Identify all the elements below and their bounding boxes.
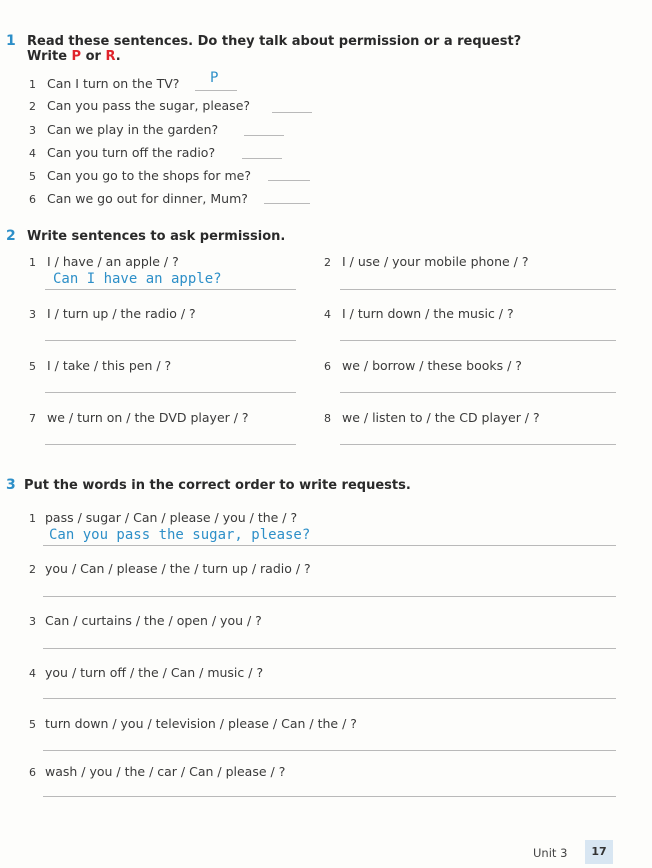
list-item-text: I / take / this pen / ? xyxy=(47,358,172,373)
list-item-number: 2 xyxy=(29,100,36,113)
title-r-letter: R xyxy=(105,49,116,64)
list-item-number: 2 xyxy=(29,563,36,576)
list-item-number: 3 xyxy=(29,124,36,137)
answer-line[interactable] xyxy=(244,135,284,136)
answer-line[interactable] xyxy=(340,289,616,290)
list-item-number: 1 xyxy=(29,78,36,91)
list-item-number: 4 xyxy=(324,308,331,321)
list-item-number: 5 xyxy=(29,718,36,731)
answer-line[interactable] xyxy=(43,648,616,649)
exercise-3-number: 3 xyxy=(6,477,16,493)
answer-line xyxy=(45,289,296,290)
list-item-number: 6 xyxy=(324,360,331,373)
exercise-1-title-line2 xyxy=(27,49,521,64)
answer-line[interactable] xyxy=(43,596,616,597)
list-item-text: Can you go to the shops for me? xyxy=(47,168,251,183)
list-item-text: turn down / you / television / please / Can / the / ? xyxy=(45,716,357,731)
title-p-letter: P xyxy=(71,49,82,64)
answer-line[interactable] xyxy=(45,340,296,341)
list-item-text: Can / curtains / the / open / you / ? xyxy=(45,613,262,628)
title-write: Write xyxy=(27,49,72,64)
exercise-2-title: Write sentences to ask permission. xyxy=(27,229,286,244)
list-item-number: 1 xyxy=(29,512,36,525)
list-item-text: I / turn up / the radio / ? xyxy=(47,306,196,321)
exercise-1-title-line1: Read these sentences. Do they talk about permission or a request? xyxy=(27,34,522,49)
list-item-text: Can you turn off the radio? xyxy=(47,145,216,160)
list-item-text: pass / sugar / Can / please / you / the / ? xyxy=(45,510,298,525)
answer-line xyxy=(43,545,616,546)
answer-line[interactable] xyxy=(45,392,296,393)
list-item-number: 1 xyxy=(29,256,36,269)
list-item-text: I / have / an apple / ? xyxy=(47,254,179,269)
answer-line[interactable] xyxy=(340,340,616,341)
answer-field[interactable]: Can you pass the sugar, please? xyxy=(49,527,311,543)
exercise-3-title: Put the words in the correct order to write requests. xyxy=(24,478,411,493)
list-item-text: I / use / your mobile phone / ? xyxy=(342,254,529,269)
answer-line[interactable] xyxy=(43,796,616,797)
answer-line[interactable] xyxy=(268,180,310,181)
exercise-1-number: 1 xyxy=(6,33,16,49)
list-item-number: 5 xyxy=(29,360,36,373)
exercise-2-number: 2 xyxy=(6,228,16,244)
list-item-number: 6 xyxy=(29,193,36,206)
list-item-number: 6 xyxy=(29,766,36,779)
list-item-number: 2 xyxy=(324,256,331,269)
answer-field[interactable]: P xyxy=(210,70,219,86)
list-item-number: 3 xyxy=(29,308,36,321)
page-number: 17 xyxy=(585,840,613,864)
answer-line[interactable] xyxy=(45,444,296,445)
list-item-number: 7 xyxy=(29,412,36,425)
answer-line[interactable] xyxy=(340,392,616,393)
list-item-number: 4 xyxy=(29,147,36,160)
answer-line[interactable] xyxy=(43,698,616,699)
list-item-text: Can we play in the garden? xyxy=(47,122,219,137)
list-item-text: Can I turn on the TV? xyxy=(47,76,180,91)
list-item-text: Can we go out for dinner, Mum? xyxy=(47,191,248,206)
exercise-1-title xyxy=(27,34,521,64)
list-item-number: 4 xyxy=(29,667,36,680)
list-item-number: 5 xyxy=(29,170,36,183)
list-item-text: we / borrow / these books / ? xyxy=(342,358,522,373)
list-item-number: 3 xyxy=(29,615,36,628)
answer-line[interactable] xyxy=(242,158,282,159)
answer-line xyxy=(195,90,237,91)
list-item-text: you / Can / please / the / turn up / radio / ? xyxy=(45,561,311,576)
list-item-text: wash / you / the / car / Can / please / ? xyxy=(45,764,286,779)
list-item-text: Can you pass the sugar, please? xyxy=(47,98,251,113)
answer-line[interactable] xyxy=(43,750,616,751)
unit-label: Unit 3 xyxy=(533,846,568,860)
title-or: or xyxy=(81,49,106,64)
list-item-text: I / turn down / the music / ? xyxy=(342,306,514,321)
answer-line[interactable] xyxy=(264,203,310,204)
list-item-number: 8 xyxy=(324,412,331,425)
list-item-text: you / turn off / the / Can / music / ? xyxy=(45,665,264,680)
list-item-text: we / turn on / the DVD player / ? xyxy=(47,410,249,425)
title-period: . xyxy=(115,49,121,64)
answer-line[interactable] xyxy=(340,444,616,445)
list-item-text: we / listen to / the CD player / ? xyxy=(342,410,540,425)
answer-line[interactable] xyxy=(272,112,312,113)
answer-field[interactable]: Can I have an apple? xyxy=(53,271,222,287)
